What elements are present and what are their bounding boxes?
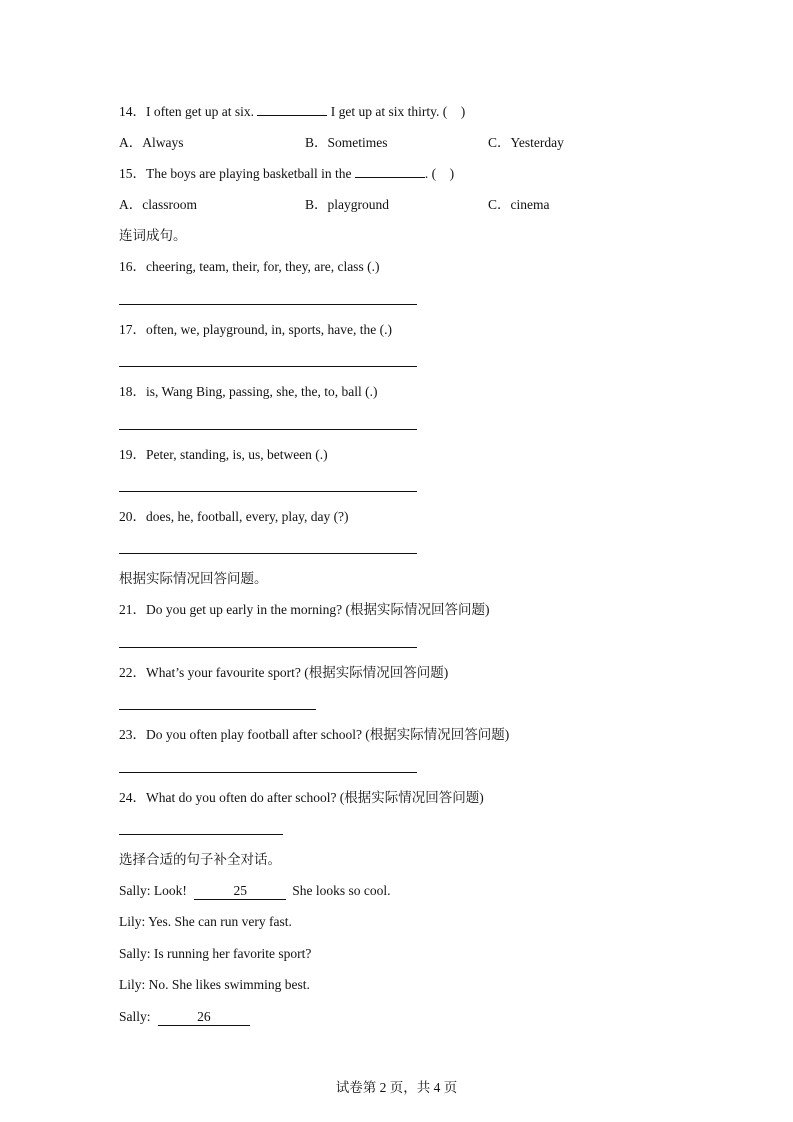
question-20 [119, 508, 349, 526]
dialogue-line-4: Lily: No. She likes swimming best. [119, 977, 310, 992]
option-b[interactable]: B．Sometimes [305, 135, 388, 150]
question-text-pre: The boys are playing basketball in the [146, 166, 355, 181]
answer-line[interactable] [119, 553, 417, 554]
answer-line[interactable] [119, 491, 417, 492]
question-number: 17． [119, 322, 146, 337]
dialogue-text: She looks so cool. [292, 883, 391, 898]
question-text: Peter, standing, is, us, between (.) [146, 447, 328, 462]
question-text: What do you often do after school? (根据实际情况回答问题) [146, 790, 484, 805]
question-number: 16． [119, 259, 146, 274]
dialogue-text: Sally: [119, 1009, 151, 1024]
dialogue-blank-26[interactable]: 26 [158, 1009, 250, 1026]
question-22 [119, 664, 448, 682]
question-number: 20． [119, 509, 146, 524]
answer-line[interactable] [119, 366, 417, 367]
question-19 [119, 446, 328, 464]
question-number: 15． [119, 166, 146, 181]
answer-blank[interactable] [257, 103, 327, 116]
question-23 [119, 726, 509, 744]
section-heading-word-order: 连词成句。 [119, 228, 187, 243]
question-text: often, we, playground, in, sports, have, the (.) [146, 322, 392, 337]
answer-line[interactable] [119, 709, 316, 710]
question-14 [119, 103, 465, 121]
dialogue-line-5 [119, 1008, 250, 1026]
section-heading-answer: 根据实际情况回答问题。 [119, 571, 268, 586]
question-16 [119, 258, 379, 276]
answer-line[interactable] [119, 834, 283, 835]
question-text: What’s your favourite sport? (根据实际情况回答问题) [146, 665, 449, 680]
page-footer: 试卷第 2 页，共 4 页 [335, 1080, 458, 1095]
answer-blank[interactable] [355, 165, 425, 178]
question-text: Do you get up early in the morning? (根据实际情况回答问题) [146, 602, 490, 617]
question-number: 18． [119, 384, 146, 399]
question-18 [119, 383, 378, 401]
option-a[interactable]: A．classroom [119, 197, 197, 212]
question-text-post: I get up at six thirty. ( ) [327, 104, 466, 119]
question-15 [119, 165, 454, 183]
dialogue-blank-25[interactable]: 25 [194, 883, 286, 900]
question-number: 23． [119, 727, 146, 742]
question-24 [119, 789, 484, 807]
question-number: 19． [119, 447, 146, 462]
option-b[interactable]: B．playground [305, 197, 389, 212]
question-17 [119, 321, 392, 339]
dialogue-line-1 [119, 882, 391, 900]
dialogue-line-3: Sally: Is running her favorite sport? [119, 946, 312, 961]
answer-line[interactable] [119, 647, 417, 648]
answer-line[interactable] [119, 304, 417, 305]
answer-line[interactable] [119, 429, 417, 430]
question-number: 24． [119, 790, 146, 805]
answer-line[interactable] [119, 772, 417, 773]
question-text: is, Wang Bing, passing, she, the, to, ball (.) [146, 384, 378, 399]
question-text: Do you often play football after school? (根据实际情况回答问题) [146, 727, 510, 742]
dialogue-text: Sally: Look! [119, 883, 187, 898]
option-c[interactable]: C．cinema [488, 197, 550, 212]
question-text-post: . ( ) [424, 166, 455, 181]
option-c[interactable]: C．Yesterday [488, 135, 564, 150]
question-text: cheering, team, their, for, they, are, class (.) [146, 259, 380, 274]
question-number: 22． [119, 665, 146, 680]
option-a[interactable]: A．Always [119, 135, 184, 150]
question-21 [119, 601, 489, 619]
question-number: 21． [119, 602, 146, 617]
question-text: does, he, football, every, play, day (?) [146, 509, 349, 524]
question-number: 14． [119, 104, 146, 119]
section-heading-dialogue: 选择合适的句子补全对话。 [119, 852, 281, 867]
dialogue-line-2: Lily: Yes. She can run very fast. [119, 914, 292, 929]
question-text-pre: I often get up at six. [146, 104, 258, 119]
